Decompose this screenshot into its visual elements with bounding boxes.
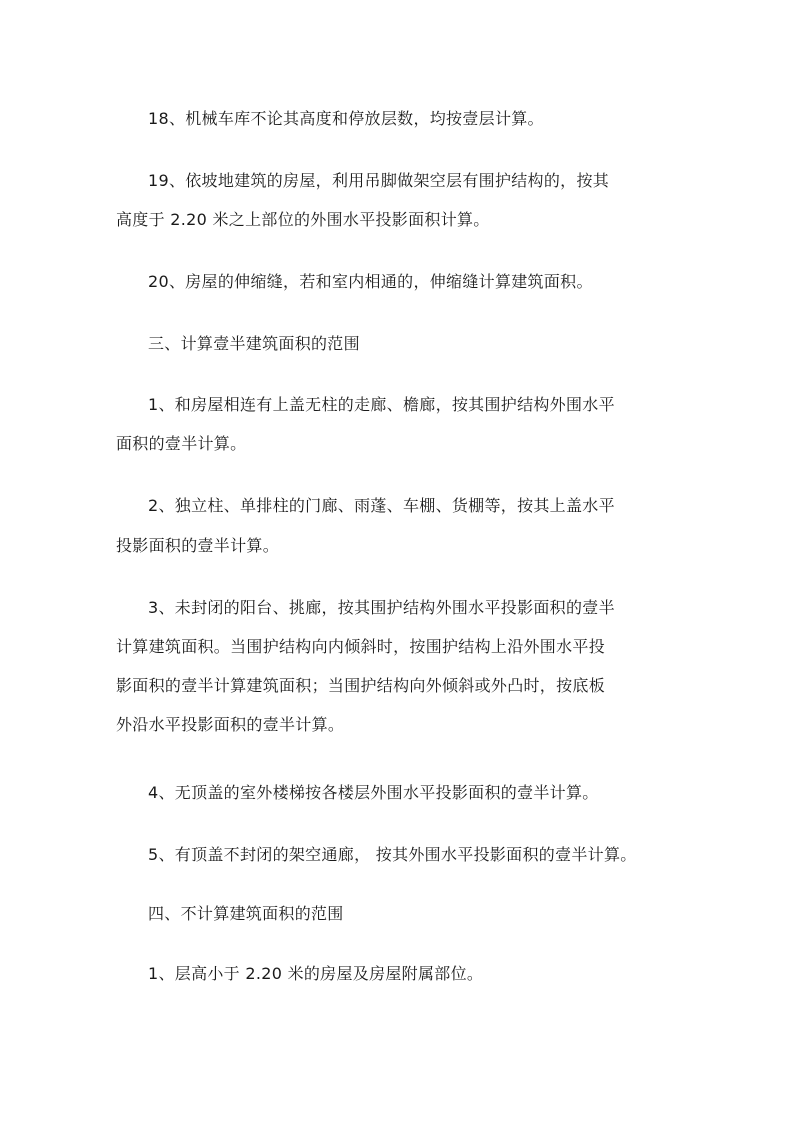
half-item-1: 1、和房屋相连有上盖无柱的走廊、檐廊，按其围护结构外围水平 [148,395,615,414]
half-item-2: 2、独立柱、单排柱的门廊、雨蓬、车棚、货棚等，按其上盖水平 [148,496,615,515]
half-item-3-continuation-1: 计算建筑面积。当围护结构向内倾斜时，按围护结构上沿外围水平投 [116,637,606,656]
section-heading-3: 三、计算壹半建筑面积的范围 [148,334,360,353]
item-19: 19、依坡地建筑的房屋，利用吊脚做架空层有围护结构的，按其 [148,171,610,190]
half-item-5: 5、有顶盖不封闭的架空通廊， 按其外围水平投影面积的壹半计算。 [148,845,637,864]
half-item-4: 4、无顶盖的室外楼梯按各楼层外围水平投影面积的壹半计算。 [148,783,599,802]
item-18: 18、机械车库不论其高度和停放层数，均按壹层计算。 [148,109,544,128]
section-heading-4: 四、不计算建筑面积的范围 [148,904,344,923]
half-item-3-continuation-3: 外沿水平投影面积的壹半计算。 [116,715,345,734]
item-19-continuation: 高度于 2.20 米之上部位的外围水平投影面积计算。 [116,210,490,229]
half-item-1-continuation: 面积的壹半计算。 [116,434,247,453]
exclude-item-1: 1、层高小于 2.20 米的房屋及房屋附属部位。 [148,964,484,983]
half-item-2-continuation: 投影面积的壹半计算。 [116,536,280,555]
item-20: 20、房屋的伸缩缝，若和室内相通的，伸缩缝计算建筑面积。 [148,272,593,291]
half-item-3-continuation-2: 影面积的壹半计算建筑面积；当围护结构向外倾斜或外凸时，按底板 [116,676,606,695]
half-item-3: 3、未封闭的阳台、挑廊，按其围护结构外围水平投影面积的壹半 [148,598,615,617]
